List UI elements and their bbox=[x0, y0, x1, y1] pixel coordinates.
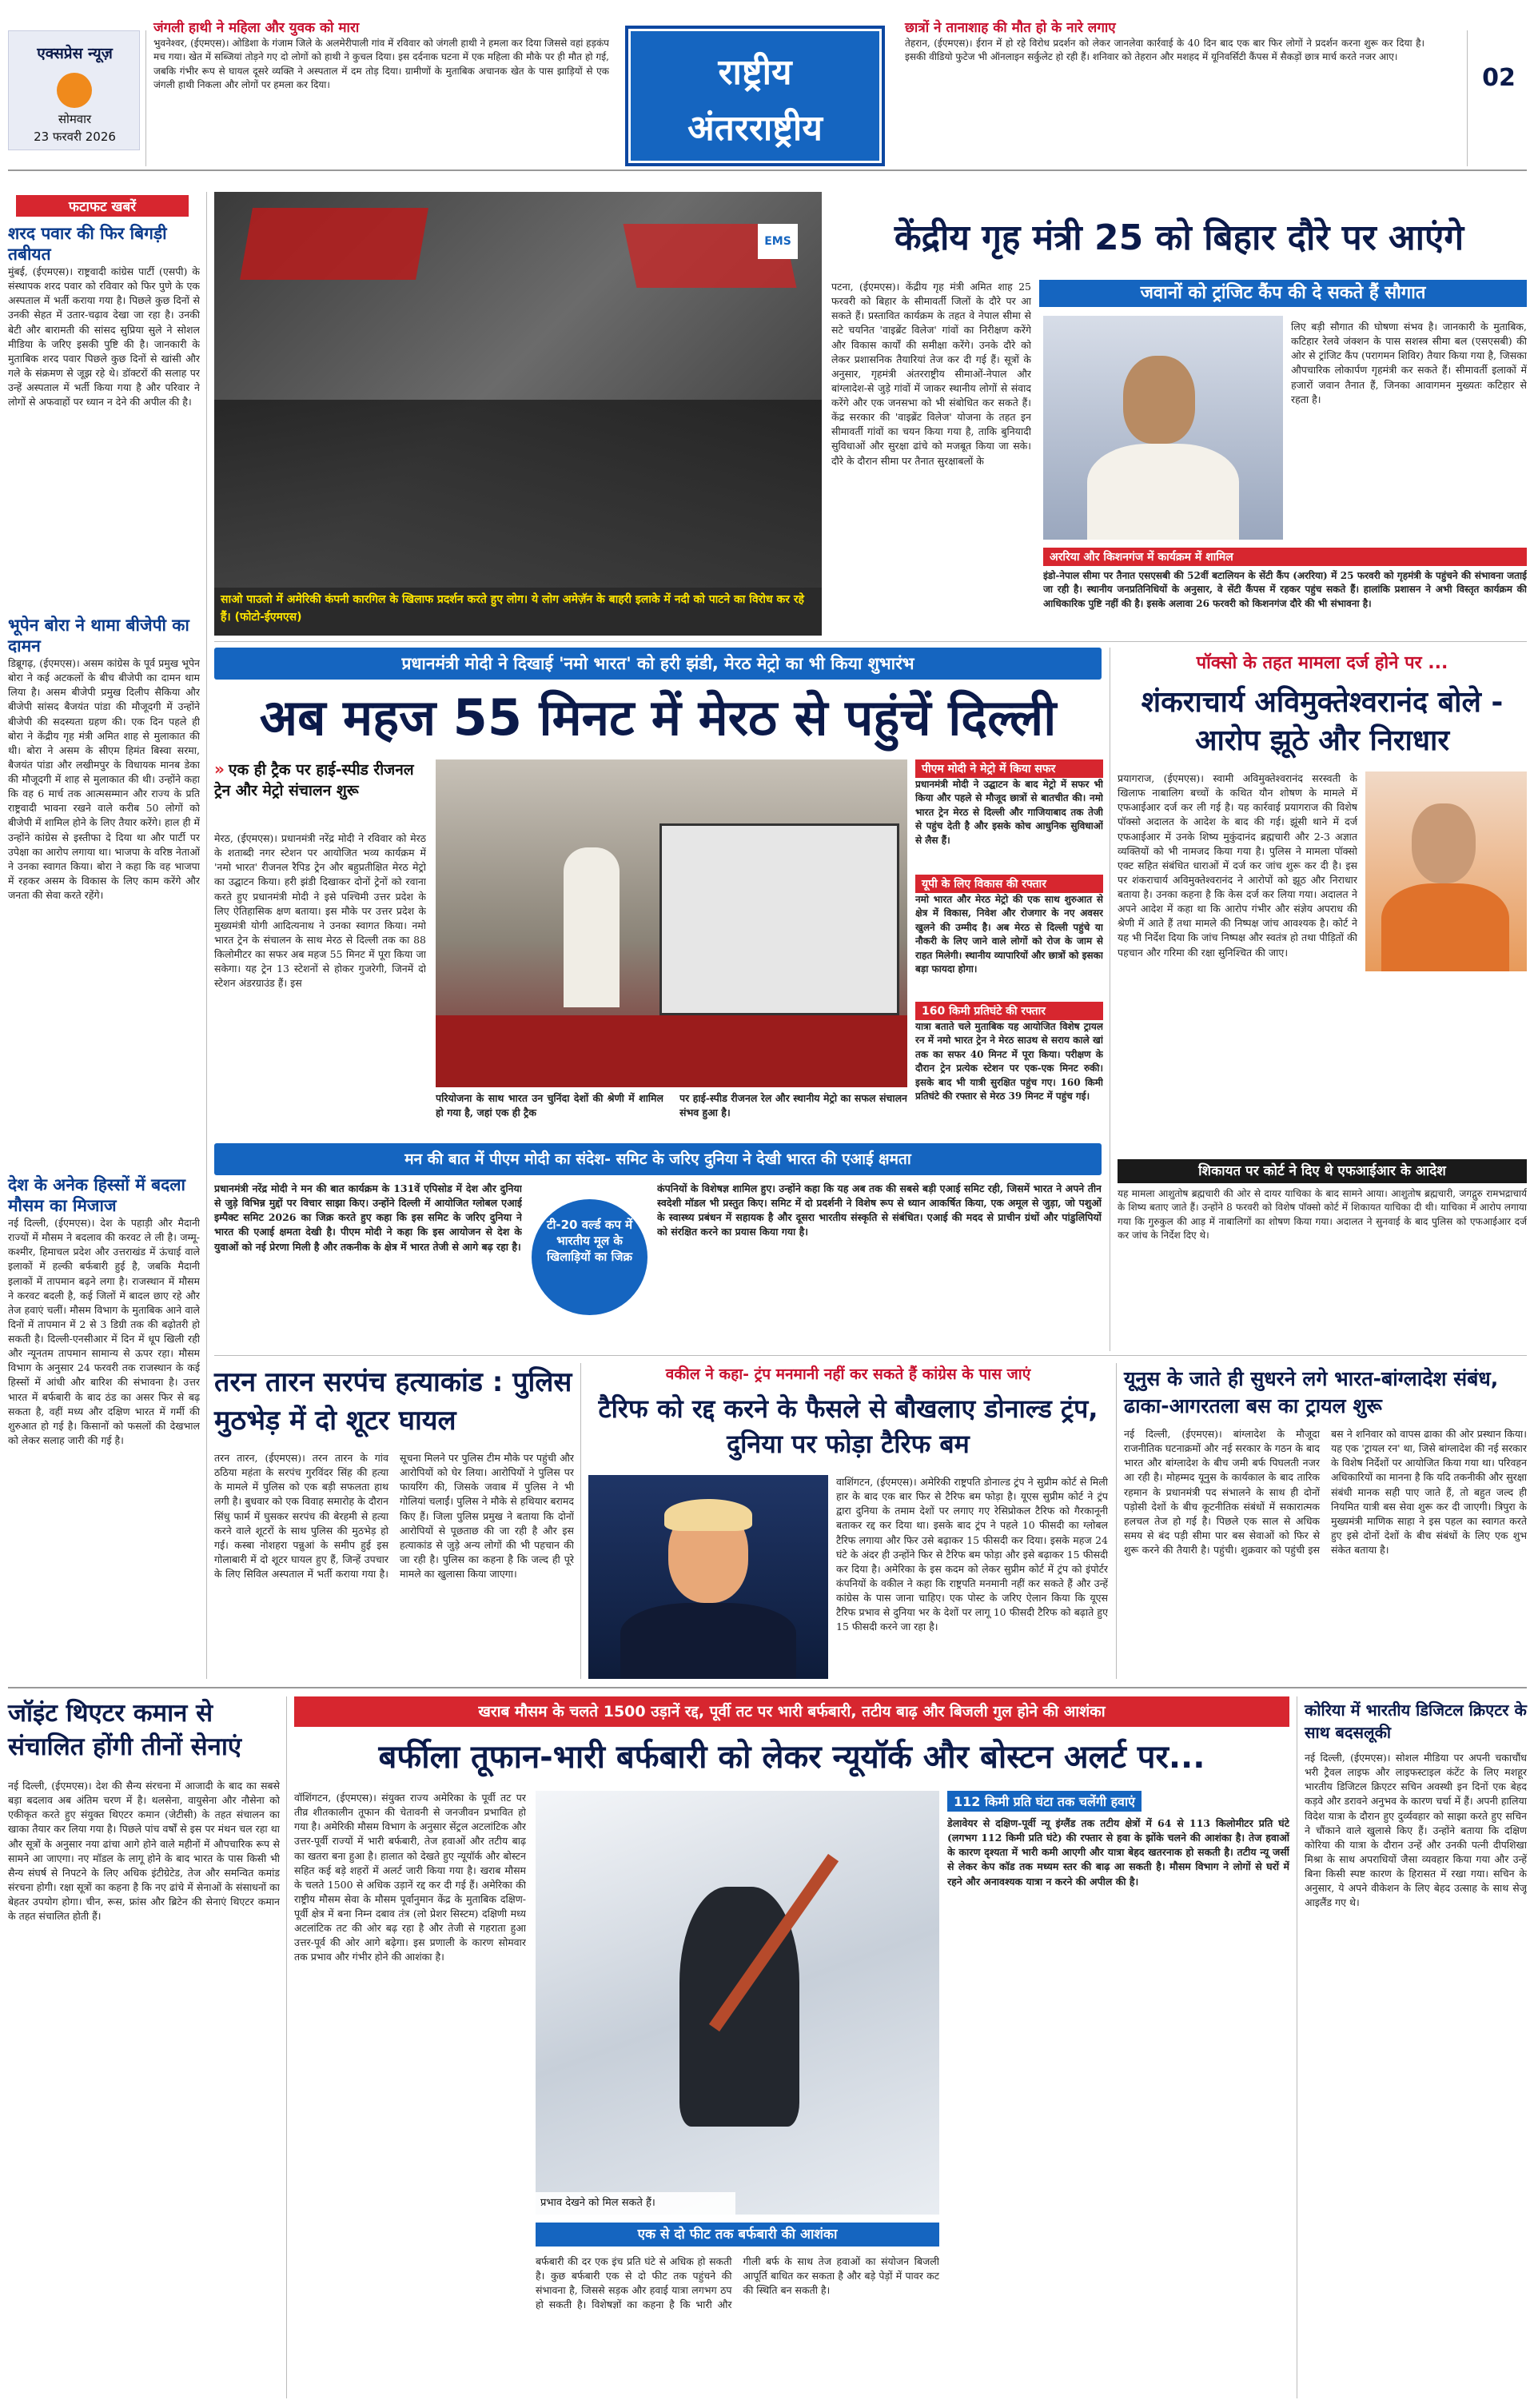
brief-right-title: छात्रों ने तानाशाह की मौत हो के नारे लगाए bbox=[905, 20, 1116, 36]
issue-date: 23 फरवरी 2026 bbox=[34, 130, 116, 144]
brand-logo-icon bbox=[57, 73, 92, 108]
storm-col3 bbox=[947, 1791, 1289, 2239]
brief-2-text: डिब्रूगढ़, (ईएमएस)। असम कांग्रेस के पूर्व प्रमुख भूपेन बोरा ने कई अटकलों के बीच बीजेपी का दामन थाम लिया है। असम बीजेपी प्रमुख दिलीप सैकिया और बीजेपी सांसद बैजयंत पांडा की मौजूदगी में उन्होंने बीजेपी की सदस्यता ग्रहण की। एक दिन पहले ही बोरा ने केंद्रीय गृह मंत्री अमित शाह से मुलाकात की थी। बोरा ने असम के सीएम हिमंत बिस्वा सरमा, बैजयंत पांडा और लखीमपुर के विधायक मानब डेका की मौजूदगी में शाह से मुलाकात की थी। उन्होंने कहा कि वह 6 मार्च तक आत्मसम्मान और राज्य के प्रति राष्ट्रवादी भावना रखने वाले करीब 50 लोगों को बीजेपी में शामिल होने के लिए तैयार करेंगे। हाल ही में उन्होंने कांग्रेस से इस्तीफा दे दिया था और पार्टी पर उपेक्षा का आरोप लगाया था। भाजपा के वरिष्ठ नेताओं ने उनका स्वागत किया। बोरा ने कहा कि वह भाजपा में रहकर असम के विकास के लिए काम करेंगे और जनता की सेवा करते रहेंगे। bbox=[8, 657, 200, 901]
shah-subhead: जवानों को ट्रांजिट कैंप की दे सकते हैं सौगात bbox=[1039, 280, 1527, 307]
divider bbox=[1116, 1363, 1117, 1679]
korea-body: नई दिल्ली, (ईएमएस)। सोशल मीडिया पर अपनी चकाचौंध भरी ट्रैवल लाइफ और लाइफस्टाइल कंटेंट के लिए मशहूर भारतीय डिजिटल क्रिएटर सचिन अवस्थी इन दिनों एक बेहद कड़वे और डरावने अनुभव के कारण चर्चा में हैं। अपनी हालिया विदेश यात्रा के दौरान हुए दुर्व्यवहार को साझा करते हुए सचिन ने चौंकाने वाले खुलासे किए हैं। उन्होंने बताया कि दक्षिण कोरिया की यात्रा के दौरान उन्हें और उनकी पत्नी दीपशिखा मिश्रा के साथ अपराधियों जैसा व्यवहार किया गया और उन्हें बिना किसी स्पष्ट कारण के हिरासत में रखा गया। सचिन के अनुसार, ये अपने वीकेशन के लिए बेहद उत्साह के साथ सेजू आइलैंड गए थे। bbox=[1305, 1752, 1527, 1909]
trump-body: वाशिंगटन, (ईएमएस)। अमेरिकी राष्ट्रपति डोनाल्ड ट्रंप ने सुप्रीम कोर्ट से मिली हार के बाद एक बार फिर से टैरिफ बम फोड़ा है। यूएस सुप्रीम कोर्ट ने ट्रंप द्वारा दुनिया के तमाम देशों पर लगाए गए रेसिप्रोकल टैरिफ को गैरकानूनी बताकर रद्द कर दिया था। इसके बाद ट्रंप ने पहले 10 फीसदी का ग्लोबल टैरिफ लगाया और फिर उसे बढ़ाकर 15 फीसदी कर दिया। इसके महज 24 घंटे के अंदर ही उन्होंने फिर से टैरिफ बम फोड़ा और इसे बढ़ाकर 15 फीसदी कर दिया है। अमेरिका के इस कदम को लेकर सुप्रीम कोर्ट में ट्रंप को इंपोर्टर कंपनियों के वकील ने कहा कि राष्ट्रपति मनमानी नहीं कर सकते हैं और उन्हें कांग्रेस के पास जाना चाहिए। एक पोस्ट के जरिए ऐलान किया कि यूएस टैरिफ प्रभाव से दुनिया भर के देशों पर लागू 10 फीसदी टैरिफ को बढ़ाते हुए 15 फीसदी करने जा रहा है। bbox=[836, 1476, 1108, 1633]
brief-3-text: नई दिल्ली, (ईएमएस)। देश के पहाड़ी और मैदानी राज्यों में मौसम ने बदलाव की करवट ले ली है। जम्मू-कश्मीर, हिमाचल प्रदेश और उत्तराखंड में ऊंचाई वाले इलाकों में हल्की बर्फबारी हुई है, जबकि मैदानी इलाकों में तापमान बढ़ने लगा है। राजस्थान में मौसम ने करवट बदली है, कई जिलों में बादल छाए रहे और तेज हवाएं चलीं। मौसम विभाग के मुताबिक आने वाले दिनों में तापमान में 2 से 3 डिग्री तक की बढ़ोतरी हो सकती है। दिल्ली-एनसीआर में दिन में धूप खिली रही और न्यूनतम तापमान सामान्य से ऊपर रहा। मौसम विभाग के अनुसार 24 फरवरी तक राजस्थान के कई हिस्सों में आंधी और बारिश की संभावना है। उत्तर भारत में बर्फबारी के बाद ठंड का असर फिर से बढ़ सकता है, वहीं मध्य और दक्षिण भारत में गर्मी की शुरुआत हो गई है। किसानों को फसलों की देखभाल को लेकर सलाह जारी की गई है। bbox=[8, 1217, 200, 1446]
storm-body: वॉशिंगटन, (ईएमएस)। संयुक्त राज्य अमेरिका के पूर्वी तट पर तीव्र शीतकालीन तूफान की चेतावनी से जनजीवन प्रभावित हो गया है। अमेरिकी मौसम विभाग के अनुसार सेंट्रल अटलांटिक और उत्तर-पूर्वी राज्यों में भारी बर्फबारी, तेज हवाओं और तटीय बाढ़ का खतरा बना हुआ है। हालात को देखते हुए न्यूयॉर्क और बोस्टन सहित कई बड़े शहरों में अलर्ट जारी किया गया है। खराब मौसम के चलते 1500 से अधिक उड़ानें रद्द कर दी गई हैं। अमेरिका की राष्ट्रीय मौसम सेवा के मौसम पूर्वानुमान केंद्र के मुताबिक दक्षिण-पूर्वी क्षेत्र में बना निम्न दबाव तंत्र (लो प्रेशर सिस्टम) दक्षिणी मध्य अटलांटिक तट की ओर बढ़ रहा है और तेजी से गहराता हुआ उत्तर-पूर्व की ओर आगे बढ़ेगा। इस प्रणाली के कारण सोमवार तक प्रभाव और गंभीर होने की आशंका है। bbox=[294, 1792, 526, 1963]
flag-shape bbox=[240, 208, 428, 280]
trump-kicker: वकील ने कहा- ट्रंप मनमानी नहीं कर सकते हैं कांग्रेस के पास जाएं bbox=[665, 1365, 1031, 1383]
meerut-photo bbox=[436, 759, 907, 1087]
theater-body: नई दिल्ली, (ईएमएस)। देश की सैन्य संरचना में आजादी के बाद का सबसे बड़ा बदलाव अब अंतिम चरण में है। थलसेना, वायुसेना और नौसेना को एकीकृत करते हुए संयुक्त थिएटर कमान (जेटीसी) के तहत संचालन का खाका तैयार कर लिया गया है। पिछले पांच वर्षों से इस पर मंथन चल रहा था और सूत्रों के अनुसार नया ढांचा आगे होने वाले महीनों में औपचारिक रूप से सामने आ जाएगा। नए मॉडल के लागू होने के बाद भारत के पास किसी भी सैन्य संघर्ष से निपटने के लिए अधिक इंटीग्रेटेड, तेज और समन्वित कमांड संरचना होगी। रक्षा सूत्रों का कहना है कि नए ढांचे में सेनाओं के संसाधनों का बेहतर उपयोग होगा। चीन, रूस, फ्रांस और ब्रिटेन की सेनाएं थिएटर कमान के तहत संचालित होती हैं। bbox=[8, 1780, 280, 1923]
photo-note: प्रभाव देखने को मिल सकते हैं। bbox=[536, 2192, 735, 2215]
meerut-caption-1: परियोजना के साथ भारत उन चुनिंदा देशों की श्रेणी में शामिल हो गया है, जहां एक ही ट्रैक bbox=[436, 1092, 663, 1119]
brief-3-title: देश के अनेक हिस्सों में बदला मौसम का मिजाज bbox=[8, 1175, 185, 1215]
mann-col3: कंपनियों के विशेषज्ञ शामिल हुए। उन्होंने कहा कि यह अब तक की सबसे बड़ी एआई समिट रही, जिसमें भारत ने अपने तीन स्वदेशी मॉडल भी प्रस्तुत किए। समिट में दो प्रदर्शनी ने विशेष रूप से ध्यान आकर्षित किया, एक अमूल से जुड़ा, जो पशुओं के स्वास्थ्य प्रबंधन में सहायक है और दूसरा भारतीय संस्कृति से संबंधित। एआई की मदद से प्राचीन ग्रंथों और पांडुलिपियों को संरक्षित करने का प्रयास किया गया है। bbox=[657, 1182, 1102, 1238]
meerut-subhead bbox=[214, 759, 426, 801]
storm-photo-caption: एक से दो फीट तक बर्फबारी की आशंका bbox=[536, 2223, 939, 2247]
taran-body: तरन तारन, (ईएमएस)। तरन तारन के गांव ठठिया महंता के सरपंच गुरविंदर सिंह की हत्या के मामले में पुलिस को एक बड़ी सफलता हाथ लगी है। बुधवार को एक विवाह समारोह के दौरान सिंधु फार्म में घुसकर सरपंच की बेरहमी से हत्या करने वाले शूटरों के साथ पुलिस की मुठभेड़ हो गई। कस्बा नोशहरा पन्नुआं के समीप हुई इस गोलाबारी में दो शूटर घायल हुए हैं, जिन्हें उपचार के लिए सिविल अस्पताल में भर्ती कराया गया है। सूचना मिलने पर पुलिस टीम मौके पर पहुंची और आरोपियों को घेर लिया। आरोपियों ने पुलिस पर फायरिंग की, जिसके जवाब में पुलिस ने भी गोलियां चलाईं। पुलिस ने मौके से हथियार बरामद किए हैं। जिला पुलिस प्रमुख ने बताया कि दोनों आरोपियों से पूछताछ की जा रही है और इस हत्याकांड से जुड़े अन्य लोगों की भी पहचान की जा रही है। पुलिस का कहना है कि जल्द ही पूरे मामले का खुलासा किया जाएगा। bbox=[214, 1452, 574, 1580]
meerut-caption-2: पर हाई-स्पीड रीजनल रेल और स्थानीय मेट्रो का सफल संचालन संभव हुआ है। bbox=[679, 1092, 907, 1119]
storm-col3-text: डेलावेयर से दक्षिण-पूर्वी न्यू इंग्लैंड तक तटीय क्षेत्रों में 64 से 113 किलोमीटर प्रति घंटे (लगभग 112 किमी प्रति घंटे) की रफ्तार से हवा के झोंके चलने की आशंका है। तेज हवाओं के कारण दृश्यता में भारी कमी आएगी और यात्रा बेहद खतरनाक हो सकती है। तटीय न्यू जर्सी से लेकर केप कॉड तक मध्यम स्तर की बाढ़ आ सकती है। मौसम विभाग ने लोगों से घरों में रहने और अनावश्यक यात्रा न करने की अपील की है। bbox=[947, 1817, 1289, 1888]
shah-headline: केंद्रीय गृह मंत्री 25 को बिहार दौरे पर आएंगे bbox=[894, 217, 1464, 258]
shah-photo bbox=[1043, 316, 1283, 540]
divider bbox=[580, 1363, 581, 1679]
ems-logo: EMS bbox=[758, 224, 798, 259]
side-3-head: 160 किमी प्रतिघंटे की रफ्तार bbox=[915, 1002, 1103, 1020]
mann-col1: प्रधानमंत्री नरेंद्र मोदी ने मन की बात कार्यक्रम के 131वें एपिसोड में देश और दुनिया से जुड़े विभिन्न मुद्दों पर विचार साझा किए। उन्होंने दिल्ली में आयोजित ग्लोबल एआई इम्पैक्ट समिट 2026 का जिक्र करते हुए कहा कि इस समिट के जरिए दुनिया ने भारत की एआई क्षमता देखी है। पीएम मोदी ने कहा कि इस आयोजन से देश के युवाओं को नई प्रेरणा मिली है और तकनीक के क्षेत्र में भारत तेजी से आगे बढ़ रहा है। bbox=[214, 1182, 522, 1253]
yunus-headline: यूनुस के जाते ही सुधरने लगे भारत-बांग्लादेश संबंध, ढाका-आगरतला बस का ट्रायल शुरू bbox=[1124, 1367, 1499, 1417]
meerut-sidebar bbox=[915, 759, 1103, 1135]
issue-day: सोमवार bbox=[58, 112, 92, 126]
korea-headline: कोरिया में भारतीय डिजिटल क्रिएटर के साथ बदसलूकी bbox=[1305, 1700, 1527, 1742]
divider bbox=[8, 1687, 1527, 1688]
meerut-body: मेरठ, (ईएमएस)। प्रधानमंत्री नरेंद्र मोदी ने रविवार को मेरठ के शताब्दी नगर स्टेशन पर आयोजित भव्य कार्यक्रम में 'नमो भारत' रीजनल रैपिड ट्रेन और बहुप्रतीक्षित मेरठ मेट्रो का उद्घाटन किया। हरी झंडी दिखाकर दोनों ट्रेनों को रवाना करते हुए प्रधानमंत्री मोदी ने इसे पश्चिमी उत्तर प्रदेश के लिए ऐतिहासिक क्षण बताया। इस मौके पर उत्तर प्रदेश के मुख्यमंत्री योगी आदित्यनाथ ने उनका स्वागत किया। नमो भारत ट्रेन के संचालन के साथ मेरठ से दिल्ली तक का 88 किलोमीटर का सफर अब महज 55 मिनट में पूरा किया जा सकेगा। यह ट्रेन 13 स्टेशनों से होकर गुजरेगी, जिनमें दो स्टेशन अंडरग्राउंड हैं। इस bbox=[214, 832, 426, 990]
brief-2-title: भूपेन बोरा ने थामा बीजेपी का दामन bbox=[8, 616, 189, 656]
divider bbox=[1467, 30, 1468, 166]
theater-headline: जॉइंट थिएटर कमान से संचालित होंगी तीनों सेनाएं bbox=[8, 1699, 242, 1761]
protest-photo bbox=[214, 192, 822, 636]
side-3-text: यात्रा बताते चले मुताबिक यह आयोजित विशेष ट्रायल रन में नमो भारत ट्रेन ने मेरठ साउथ से सराय काले खां तक का सफर 40 मिनट में पूरा किया। परीक्षण के दौरान ट्रेन प्रत्येक स्टेशन पर एक-एक मिनट रुकी। इसके बाद भी यात्री सुरक्षित पहुंच गए। 160 किमी प्रतिघंटे की रफ्तार से मेरठ 39 मिनट में पहुंच गई। bbox=[915, 1021, 1103, 1102]
side-2-text: नमो भारत और मेरठ मेट्रो की एक साथ शुरुआत से क्षेत्र में विकास, निवेश और रोजगार के नए अवसर खुलने की उम्मीद है। अब मेरठ से दिल्ली पहुंचे या नौकरी के लिए जाने वाले लोगों को रोज के जाम से राहत मिलेगी। स्थानीय व्यापारियों और छात्रों को इसका बड़ा फायदा होगा। bbox=[915, 894, 1103, 975]
storm-photo bbox=[536, 1791, 939, 2215]
suit-shape bbox=[620, 1603, 796, 1679]
meerut-subhead-text: एक ही ट्रैक पर हाई-स्पीड रीजनल ट्रेन और मेट्रो संचालन शुरू bbox=[214, 761, 414, 799]
brief-left bbox=[153, 19, 609, 163]
storm-bottom: बर्फबारी की दर एक इंच प्रति घंटे से अधिक हो सकती है। कुछ बर्फबारी एक से दो फीट तक पहुंचने की संभावना है, जिससे सड़क और हवाई यात्रा लगभग ठप हो सकती है। विशेषज्ञों का कहना है कि भारी और गीली बर्फ के साथ तेज हवाओं का संयोजन बिजली आपूर्ति बाधित कर सकता है और बड़े पेड़ों में पावर कट की स्थिति बन सकती है। bbox=[536, 2255, 939, 2311]
arrow-icon: » bbox=[214, 759, 225, 779]
meerut-ribbon: प्रधानमंत्री मोदी ने दिखाई 'नमो भारत' को हरी झंडी, मेरठ मेट्रो का भी किया शुभारंभ bbox=[214, 648, 1102, 680]
trump-headline: टैरिफ को रद्द करने के फैसले से बौखलाए डोनाल्ड ट्रंप, दुनिया पर फोड़ा टैरिफ बम bbox=[598, 1393, 1098, 1459]
shah-col1: पटना, (ईएमएस)। केंद्रीय गृह मंत्री अमित शाह 25 फरवरी को बिहार के सीमावर्ती जिलों के दौरे पर आ सकते हैं। प्रस्तावित कार्यक्रम के तहत वे नेपाल सीमा से सटे चयनित 'वाइब्रेंट विलेज' गांवों का निरीक्षण करेंगे और विकास कार्यों की समीक्षा करेंगे। उनके दौरे को लेकर प्रशासनिक तैयारियां तेज कर दी गई हैं। सूत्रों के अनुसार, गृहमंत्री अंतरराष्ट्रीय सीमाओं-नेपाल और बांग्लादेश-से जुड़े गांवों में जाकर स्थानीय लोगों से संवाद करेंगे और एक जनसभा को भी संबोधित कर सकते हैं। केंद्र सरकार की 'वाइब्रेंट विलेज' योजना के तहत इन सीमावर्ती गांवों का चयन किया गया है, ताकि बुनियादी सुविधाओं और सुरक्षा ढांचे को मजबूत किया जा सके। दौरे के दौरान सीमा पर तैनात सुरक्षाबलों के bbox=[831, 281, 1031, 467]
shah-col2: लिए बड़ी सौगात की घोषणा संभव है। जानकारी के मुताबिक, कटिहार रेलवे जंक्शन के पास सशस्त्र सीमा बल (एसएसबी) की ओर से ट्रांजिट कैंप (परागमन शिविर) तैयार किया गया है, जिसका औपचारिक लोकार्पण गृहमंत्री कर सकते हैं। सीमावर्ती इलाकों में हजारों जवान तैनात हैं, जिनका आवागमन मुख्यतः कटिहार से रहता है। bbox=[1291, 321, 1527, 405]
meerut-headline: अब महज 55 मिनट में मेरठ से पहुंचें दिल्ली bbox=[259, 688, 1057, 747]
shah-redbar-text: इंडो-नेपाल सीमा पर तैनात एसएसबी की 52वीं बटालियन के सेंटी कैंप (अररिया) में 25 फरवरी को गृहमंत्री के पहुंचने की संभावना जताई जा रही है। स्थानीय जनप्रतिनिधियों के अनुसार, वे सेंटी कैंपस में रहकर पहुंच सकते हैं। हालांकि प्रशासन ने अभी विस्तृत कार्यक्रम की आधिकारिक पुष्टि नहीं की है। इसके अलावा 26 फरवरी को किशनगंज दौरे की भी संभावना है। bbox=[1043, 570, 1527, 609]
shankar-sub: शिकायत पर कोर्ट ने दिए थे एफआईआर के आदेश bbox=[1118, 1159, 1527, 1183]
trump-photo bbox=[588, 1475, 828, 1679]
side-1-text: प्रधानमंत्री मोदी ने उद्घाटन के बाद मेट्रो में सफर भी किया और पहले से मौजूद छात्रों से बातचीत की। नमो भारत ट्रेन मेरठ से दिल्ली और गाजियाबाद तक तेजी से पहुंच देती है और इसके कोच आधुनिक सुविधाओं से लैस हैं। bbox=[915, 779, 1103, 846]
divider bbox=[214, 1355, 1527, 1356]
shankar-photo bbox=[1365, 771, 1527, 971]
hair-shape bbox=[664, 1499, 752, 1531]
photo-caption: साओ पाउलो में अमेरिकी कंपनी कारगिल के खिलाफ प्रदर्शन करते हुए लोग। ये लोग अमेज़ॅन के बाहरी इलाके में नदी को पाटने का विरोध कर रहे हैं। (फोटो-ईएमएस) bbox=[214, 588, 822, 636]
page-number: 02 bbox=[1482, 64, 1516, 92]
shankar-body: प्रयागराज, (ईएमएस)। स्वामी अविमुक्तेश्वरानंद सरस्वती के खिलाफ नाबालिग बच्चों के कथित यौन शोषण के मामले में एफआईआर दर्ज कर ली गई है। यह कार्रवाई प्रयागराज की विशेष पॉक्सो अदालत के आदेश के बाद की गई। झूंसी थाने में दर्ज एफआईआर में उनके शिष्य मुकुंदानंद ब्रह्मचारी और 2-3 अज्ञात व्यक्तियों को भी नामजद किया गया है। पुलिस ने मामला पॉक्सो एक्ट सहित संबंधित धाराओं में दर्ज कर जांच शुरू कर दी है। इस पर शंकराचार्य अविमुक्तेश्वरानंद ने आरोपों को झूठ और निराधार बताया है। उनका कहना है कि केस दर्ज कर लिया गया। अदालत ने अपने आदेश में कहा था कि आरोप गंभीर और संज्ञेय अपराध की श्रेणी में आते हैं तथा मामले की निष्पक्ष जांच आवश्यक है। कोर्ट ने यह भी निर्देश दिया कि जांच निष्पक्ष और स्वतंत्र हो तथा पीड़ितों की पहचान और गरिमा की रक्षा सुनिश्चित की जाए। bbox=[1118, 772, 1357, 959]
brief-left-title: जंगली हाथी ने महिला और युवक को मारा bbox=[153, 20, 360, 36]
section-banner bbox=[625, 26, 885, 166]
divider bbox=[214, 641, 1527, 642]
person-head bbox=[1412, 803, 1476, 883]
brief-1-title: शरद पवार की फिर बिगड़ी तबीयत bbox=[8, 224, 167, 264]
person-body bbox=[1087, 444, 1239, 540]
section-title-line1: राष्ट्रीय bbox=[718, 52, 792, 93]
briefs-header: फटाफट खबरें bbox=[16, 195, 189, 217]
storm-col3-head: 112 किमी प्रति घंटा तक चलेंगी हवाएं bbox=[947, 1791, 1142, 1812]
section-title-line2: अंतरराष्ट्रीय bbox=[687, 108, 823, 149]
carpet-shape bbox=[436, 1015, 907, 1087]
brief-right-text: तेहरान, (ईएमएस)। ईरान में हो रहे विरोध प्रदर्शन को लेकर जानलेवा कार्रवाई के 40 दिन बाद एक बार फिर लोगों ने प्रदर्शन करना शुरू कर दिया है। इसकी वीडियो फुटेज भी ऑनलाइन सर्कुलेट हो रही हैं। शनिवार को तेहरान और मशहद में यूनिवर्सिटी कैंपस में सैकड़ों छात्र मार्च करते नजर आए। bbox=[905, 38, 1424, 63]
robe-shape bbox=[1381, 883, 1509, 971]
person-head bbox=[1123, 356, 1195, 444]
brand-box bbox=[8, 30, 140, 150]
divider bbox=[286, 1696, 287, 2398]
storm-headline: बर्फीला तूफान-भारी बर्फबारी को लेकर न्यूयॉर्क और बोस्टन अलर्ट पर... bbox=[378, 1739, 1205, 1776]
brief-1-text: मुंबई, (ईएमएस)। राष्ट्रवादी कांग्रेस पार्टी (एसपी) के संस्थापक शरद पवार को रविवार को फिर पुणे के एक अस्पताल में भर्ती कराया गया है। पिछले कुछ दिनों से उनकी सेहत में उतार-चढ़ाव देखा जा रहा है। उनकी बेटी और बारामती की सांसद सुप्रिया सुले ने सोशल मीडिया के जरिए इसकी पुष्टि की है। जानकारी के मुताबिक शरद पवार पिछले कुछ दिनों से खांसी और गले के संक्रमण से जूझ रहे थे। डॉक्टरों की सलाह पर उन्हें अस्पताल में भर्ती किया गया है और परिवार ने लोगों से अफवाहों पर ध्यान न देने की अपील की है। bbox=[8, 265, 200, 409]
storm-ribbon: खराब मौसम के चलते 1500 उड़ानें रद्द, पूर्वी तट पर भारी बर्फबारी, तटीय बाढ़ और बिजली गुल होने की आशंका bbox=[294, 1696, 1289, 1727]
mann-ribbon: मन की बात में पीएम मोदी का संदेश- समिट के जरिए दुनिया ने देखी भारत की एआई क्षमता bbox=[214, 1143, 1102, 1175]
left-column bbox=[8, 192, 200, 1679]
brief-right bbox=[905, 19, 1424, 163]
taran-headline: तरन तारन सरपंच हत्याकांड : पुलिस मुठभेड़ में दो शूटर घायल bbox=[214, 1366, 572, 1437]
train-shape bbox=[659, 823, 899, 1015]
shankar-sub-text: यह मामला आशुतोष ब्रह्मचारी की ओर से दायर याचिका के बाद सामने आया। आशुतोष ब्रह्मचारी, जगद्गुरु रामभद्राचार्य के शिष्य बताए जाते हैं। उन्होंने 8 फरवरी को विशेष पॉक्सो कोर्ट में शिकायत याचिका दी थी। याचिका में आरोप लगाया गया कि गुरुकुल की आड़ में नाबालिगों का शोषण किया गया। अदालत ने सुनवाई के बाद पुलिस को एफआईआर दर्ज कर जांच के निर्देश दिए थे। bbox=[1118, 1188, 1527, 1242]
brief-left-text: भुवनेश्वर, (ईएमएस)। ओडिशा के गंजाम जिले के अलमेरीपाली गांव में रविवार को जंगली हाथी ने हमला कर दिया जिससे वहां हड़कंप मच गया। खेत में सब्जियां तोड़ने गए दो लोगों को हाथी ने कुचल दिया। इस दर्दनाक घटना में एक महिला की मौके पर ही मौत हो गई, जबकि गंभीर रूप से घायल दूसरे व्यक्ति ने अस्पताल में दम तोड़ दिया। ग्रामीणों के मुताबिक अचानक खेत के पास झाड़ियों से एक जंगली हाथी निकला और लोगों पर हमला कर दिया। bbox=[153, 38, 609, 91]
mann-badge: टी-20 वर्ल्ड कप में भारतीय मूल के खिलाड़ियों का जिक्र bbox=[532, 1199, 647, 1315]
shankar-redhead: पॉक्सो के तहत मामला दर्ज होने पर ... bbox=[1196, 653, 1448, 673]
masthead-rule bbox=[8, 169, 1527, 171]
divider bbox=[206, 192, 207, 1679]
brand-name: एक्सप्रेस न्यूज़ bbox=[37, 45, 113, 62]
side-1-head: पीएम मोदी ने मेट्रो में किया सफर bbox=[915, 759, 1103, 778]
shankar-headline: शंकराचार्य अविमुक्तेश्वरानंद बोले - आरोप झूठे और निराधार bbox=[1141, 686, 1504, 757]
shah-redbar: अररिया और किशनगंज में कार्यक्रम में शामिल bbox=[1043, 548, 1527, 566]
yunus-body: नई दिल्ली, (ईएमएस)। बांग्लादेश के मौजूदा राजनीतिक घटनाक्रमों और नई सरकार के गठन के बाद भारत और बांग्लादेश के बीच जमी बर्फ पिघलती नजर आ रही है। मोहम्मद यूनुस के कार्यकाल के बाद तारिक रहमान के प्रधानमंत्री पद संभालने के साथ ही दोनों पड़ोसी देशों के बीच कूटनीतिक संबंधों में सकारात्मक हलचल तेज हो गई है। पिछले एक साल से अधिक समय से बंद पड़ी सीमा पार बस सेवाओं को फिर से शुरू करने की तैयारी है। पहुंची। शुक्रवार को पहुंची इस बस ने शनिवार को वापस ढाका की ओर प्रस्थान किया। यह एक 'ट्रायल रन' था, जिसे बांग्लादेश की नई सरकार के विशेष निर्देशों पर आयोजित किया गया था। परिवहन अधिकारियों का मानना है कि यदि तकनीकी और सुरक्षा संबंधी मानक सही पाए जाते हैं, तो बहुत जल्द ही नियमित यात्री बस सेवा शुरू कर दी जाएगी। त्रिपुरा के मुख्यमंत्री माणिक साहा ने इस पहल का स्वागत करते हुए इसे दोनों देशों के बीच संबंधों के लिए एक शुभ संकेत बताया है। bbox=[1124, 1428, 1527, 1556]
masthead bbox=[0, 0, 1534, 172]
divider bbox=[145, 30, 146, 166]
person-shape bbox=[564, 847, 620, 1007]
side-2-head: यूपी के लिए विकास की रफ्तार bbox=[915, 875, 1103, 893]
